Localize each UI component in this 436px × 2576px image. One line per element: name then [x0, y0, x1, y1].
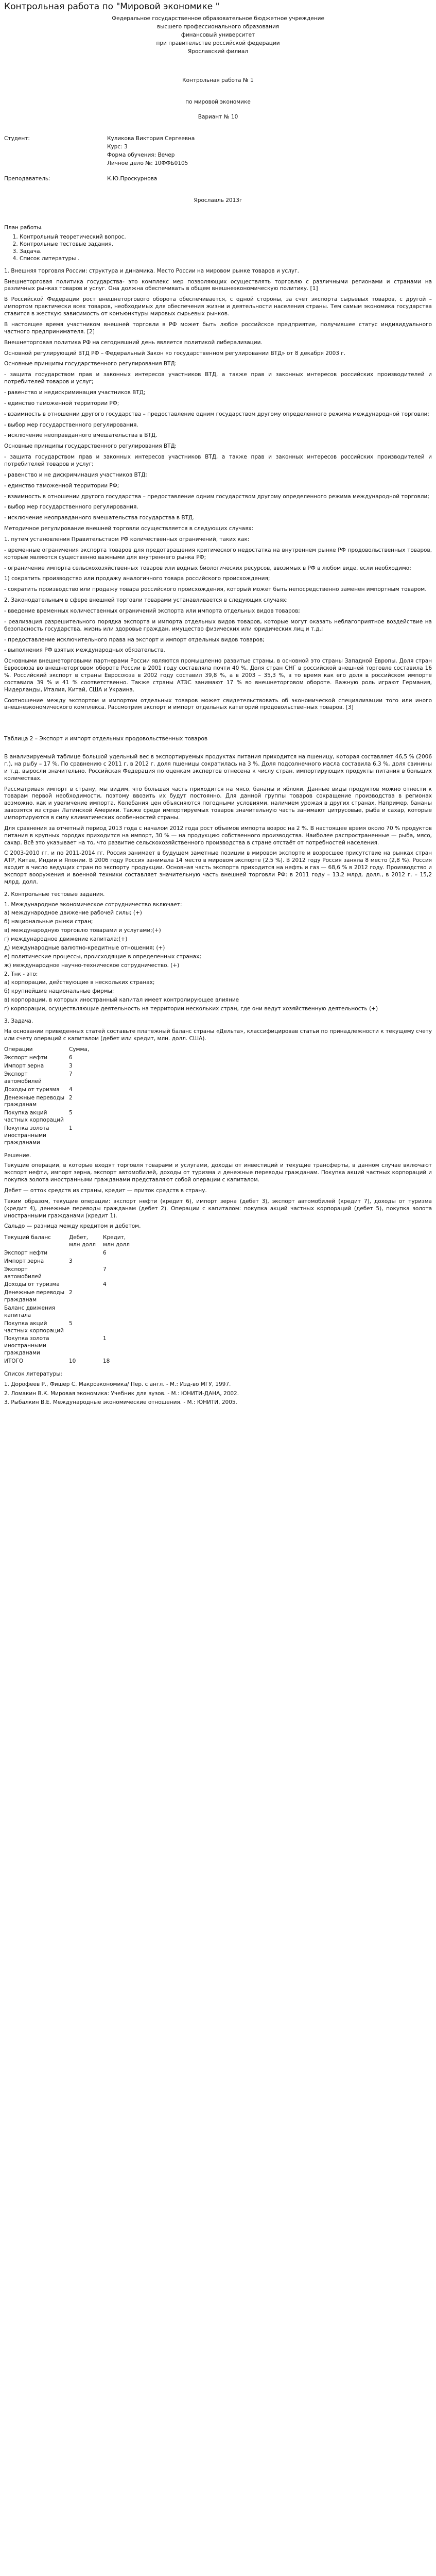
- question-1-body: [4, 279, 432, 712]
- test-line: д) международные валютно-кредитные отношения; (+): [4, 944, 165, 951]
- header-line: Ярославский филиал: [187, 48, 249, 55]
- table-row: [4, 1304, 137, 1320]
- student-course: Курс: 3: [107, 144, 128, 150]
- paragraph: - выбор мер государственного регулирования.: [4, 421, 138, 428]
- city-year: Ярославль 2013г: [194, 197, 242, 204]
- table-cell: Денежные переводы гражданам: [4, 1094, 65, 1108]
- question-3-title: 3. Задача.: [4, 1018, 33, 1024]
- paragraph: Основные принципы государственного регулирования ВТД:: [4, 443, 177, 450]
- paragraph: Внешнеторговая политика РФ на сегодняшний день является политикой либерализации.: [4, 339, 263, 346]
- table-cell: 4: [69, 1086, 73, 1093]
- work-subject: по мировой экономике: [185, 98, 251, 105]
- test-line: а) международное движение рабочей силы; (+): [4, 910, 142, 917]
- paragraph: Основные принципы государственного регулирования ВТД:: [4, 361, 177, 367]
- table-cell: ИТОГО: [4, 1358, 24, 1365]
- table-cell: [103, 1304, 137, 1320]
- test-line: в) корпорации, в которых иностранный капитал имеет контролирующее влияние: [4, 997, 239, 1004]
- table-header-cell: Дебет, млн долл: [69, 1234, 96, 1248]
- table-cell: 10: [69, 1358, 76, 1365]
- paragraph: - исключение неоправданного вмешательства государства в ВТД.: [4, 515, 195, 521]
- header-block: [4, 15, 432, 55]
- table-header-row: [4, 1046, 137, 1054]
- table-cell: Покупка золота иностранными гражданами: [4, 1335, 49, 1357]
- table-cell: 6: [103, 1250, 107, 1256]
- paragraph: Основными внешнеторговыми партнерами России являются промышленно развитые страны, в основной это страны Западной Европы. Доля стран Евросоюза во внешнеторговом обороте России в 2001 году составляла почти 40 %. Доля стран СНГ в российской внешней торговле составила 16 %. Российский экспорт в страны Евросоюза в 2002 году составил 39,8 %, а в 2003 – 35,3 %, в то время как его доля в российском импорте составила 39 % и 41 % соответственно. Также страны АТЭС занимают 17 % во внешнеторговом обороте. Важную роль играют Германия, Нидерланды, Италия, Китай, США и Украина.: [4, 658, 432, 693]
- operations-table: [4, 1046, 137, 1147]
- balance-table: [4, 1234, 137, 1366]
- table-cell: [69, 1335, 103, 1358]
- paragraph: - выбор мер государственного регулирования.: [4, 504, 138, 511]
- table-row: [4, 1281, 137, 1289]
- table-cell: 6: [69, 1055, 73, 1061]
- paragraph: - временные ограничения экспорта товаров для предотвращения критического недостатка на внутреннем рынке РФ продовольственных товаров, которые являются существенно важными для внутреннего рынка РФ;: [4, 547, 432, 561]
- table-row: [4, 1071, 137, 1086]
- test-line: 1. Международное экономическое сотрудничество включает:: [4, 901, 182, 908]
- plan-title: План работы.: [4, 225, 43, 231]
- table-row: [4, 1125, 137, 1147]
- paragraph: - взаимность в отношении другого государства – предоставление одним государством другому определенного режима международной торговли;: [4, 493, 429, 500]
- table-cell: Импорт зерна: [4, 1258, 44, 1264]
- test-line: а) корпорации, действующие в нескольких странах;: [4, 979, 155, 986]
- table-row: [4, 1335, 137, 1358]
- table-row: [4, 1094, 137, 1110]
- paragraph: - ограничение импорта сельскохозяйственных товаров или водных биологических ресурсов, ввозимых в РФ в любом виде, если необходимо:: [4, 565, 411, 571]
- table-cell: [103, 1086, 137, 1094]
- table-row: [4, 1358, 137, 1366]
- paragraph: 1) сократить производство или продажу аналогичного товара российского происхождения;: [4, 575, 270, 582]
- plan-item: 2. Контрольные тестовые задания.: [20, 241, 432, 248]
- table-cell: 7: [103, 1266, 107, 1273]
- paragraph: Для сравнения за отчетный период 2013 года с началом 2012 года рост объемов импорта возрос на 2 %. В настоящее время около 70 % продуктов питания в крупных городах приходится на импорт, 30 % — на продукцию собственного производства. Наиболее распространенные — рыба, мясо, сахар. Всё это указывает на то, что развитие сельскохозяйственного производства в стране отстаёт от потребностей населения.: [4, 825, 432, 846]
- test-line: б) крупнейшие национальные фирмы;: [4, 988, 114, 995]
- solution-title: Решение.: [4, 1152, 31, 1159]
- paragraph: Текущие операции, в которые входят торговля товарами и услугами, доходы от инвестиций и текущие трансферты, в данном случае включают экспорт нефти, импорт зерна, экспорт автомобилей, доходы от туризма и денежные переводы гражданам. Покупка акций частных корпораций и покупка золота иностранными гражданами представляют собой операции с капиталом.: [4, 1162, 432, 1183]
- table-cell: 5: [69, 1320, 73, 1327]
- document-title: Контрольная работа по "Мировой экономике ": [4, 2, 220, 12]
- table-cell: 18: [103, 1358, 110, 1365]
- header-line: при правительстве российской федерации: [156, 40, 280, 47]
- question-1-title: 1. Внешняя торговля России: структура и динамика. Место России на мировом рынке товаров и услуг.: [4, 267, 299, 274]
- table-cell: [103, 1054, 137, 1062]
- table-cell: 3: [69, 1258, 73, 1264]
- literature-title: Список литературы:: [4, 1370, 62, 1377]
- analysis-body: [4, 754, 432, 886]
- table-cell: [69, 1281, 103, 1289]
- paragraph: Методичное регулирование внешней торговли осуществляется в следующих случаях:: [4, 526, 254, 532]
- test-line: е) политические процессы, происходящие в определенных странах;: [4, 953, 201, 960]
- student-info: [4, 135, 432, 167]
- table-header-cell: Текущий баланс: [4, 1234, 51, 1241]
- paragraph: - предоставление исключительного права на экспорт и импорт отдельных видов товаров;: [4, 636, 265, 643]
- table-header-cell: Операции: [4, 1046, 33, 1053]
- table-row: [4, 1266, 137, 1281]
- table-cell: Баланс движения капитала: [4, 1305, 55, 1318]
- table-row: [4, 1062, 137, 1071]
- test-line: б) национальные рынки стран;: [4, 919, 93, 925]
- table-cell: Экспорт нефти: [4, 1055, 48, 1061]
- table-cell: [69, 1249, 103, 1258]
- solution-body: [4, 1162, 432, 1230]
- table-cell: Доходы от туризма: [4, 1086, 60, 1093]
- test-line: г) корпорации, осуществляющие деятельность на территории нескольких стран, где они ведут хозяйственную деятельность (+): [4, 1005, 378, 1012]
- work-title-block: [4, 77, 432, 122]
- table-cell: 3: [69, 1063, 73, 1070]
- teacher-label: Преподаватель:: [4, 175, 50, 182]
- plan-item: 3. Задача.: [20, 248, 432, 256]
- table-cell: [103, 1062, 137, 1071]
- table-cell: Экспорт автомобилей: [4, 1071, 42, 1084]
- table-cell: [69, 1304, 103, 1320]
- paragraph: - единство таможенной территории РФ;: [4, 482, 119, 489]
- paragraph: Рассматривая импорт в страну, мы видим, что большая часть приходится на мясо, бананы и яблоки. Данные виды продуктов можно отнести к товарам первой необходимости, поэтому ввозить их будут постоянно. Для данной группы товаров сокращение производства в регионах возможно, как и увеличение импорта. Колебания цен объясняются погодными условиями, наличием урожая в других странах. Например, бананы завозятся из стран Латинской Америки. Также среди импортируемых товаров значительную часть занимают цитрусовые, рыба и сахар, которые импортируются в силу климатических особенностей страны.: [4, 786, 432, 821]
- table-row: [4, 1289, 137, 1304]
- table-cell: [103, 1109, 137, 1125]
- paragraph: Таким образом, текущие операции: экспорт нефти (кредит 6), импорт зерна (дебет 3), экспорт автомобилей (кредит 7), доходы от туризма (кредит 4), денежные переводы гражданам (дебет 2). Операции с капиталом: покупка акций частных корпораций (дебет 5), покупка золота иностранными гражданами (кредит 1).: [4, 1198, 432, 1219]
- paragraph: - равенство и недискриминация участников ВТД;: [4, 389, 146, 396]
- paragraph: 2. Законодательным в сфере внешней торговли товарами устанавливается в следующих случаях:: [4, 597, 288, 604]
- plan-item: 4. Список литературы .: [20, 256, 432, 263]
- student-label: Студент:: [4, 135, 30, 142]
- table-cell: Покупка акций частных корпораций: [4, 1320, 64, 1334]
- table-cell: 1: [69, 1125, 73, 1131]
- paragraph: С 2003-2010 гг. и по 2011-2014 гг. Россия занимает в будущем заметные позиции в мировом экспорте и возросшее присутствие на рынках стран АТР, Китае, Индии и Японии. В 2006 году Россия занимала 14 место в мировом экспорте (2,5 %). В 2012 году Россия заняла 8 место (2,8 %). Россия входит в число ведущих стран по экспорту продукции. Основная часть экспорта приходится на нефть и газ — 68,6 % в 2012 году. Производство и экспорт вооружения и военной техники составляет значительную часть внешней торговли РФ: в 2011 году – 13,2 млрд. долл., в 2012 г. – 15,2 млрд. долл.: [4, 850, 432, 885]
- table-cell: 2: [69, 1094, 73, 1101]
- test-line: в) международную торговлю товарами и услугами;(+): [4, 927, 161, 934]
- paragraph: - равенство и не дискриминация участников ВТД;: [4, 471, 147, 478]
- paragraph: Дебет — отток средств из страны, кредит — приток средств в страну.: [4, 1187, 207, 1194]
- table-cell: [103, 1094, 137, 1110]
- paragraph: В анализируемый таблице большой удельный вес в экспортируемых продуктах питания приходится на пшеницу, которая составляет 46,5 % (2006 г.), на рыбу – 17 %. По сравнению с 2011 г. в 2012 г. доля пшеницы сократилась на 3 %. Доля подсолнечного масла составила 6,3 %, доля свинины и т.д. выросли значительно. Российская Федерация по оценкам экспертов отнесена к числу стран, импортирующих продукты питания в больших количествах.: [4, 754, 432, 782]
- paragraph: Сальдо — разница между кредитом и дебетом.: [4, 1223, 141, 1230]
- question-2-body: [4, 902, 432, 1013]
- table-row: [4, 1054, 137, 1062]
- table-row: [4, 1109, 137, 1125]
- header-line: Федеральное государственное образовательное бюджетное учреждение: [112, 15, 324, 22]
- test-line: г) международное движение капитала;(+): [4, 936, 128, 943]
- test-line: ж) международное научно-техническое сотрудничество. (+): [4, 962, 180, 969]
- table-header-cell: Сумма,: [69, 1046, 90, 1053]
- table-cell: Покупка акций частных корпораций: [4, 1110, 64, 1124]
- teacher-name: К.Ю.Проскурнова: [107, 175, 158, 182]
- table-caption: Таблица 2 – Экспорт и импорт отдельных продовольственных товаров: [4, 736, 208, 742]
- plan-list: [20, 234, 432, 262]
- table-cell: [103, 1258, 137, 1266]
- table-row: [4, 1249, 137, 1258]
- literature-item: 1. Дорофеев Р., Фишер С. Макроэкономика/ Пер. с англ. - М.: Изд-во МГУ, 1997.: [4, 1381, 231, 1387]
- table-cell: Экспорт автомобилей: [4, 1266, 42, 1280]
- paragraph: - взаимность в отношении другого государства – предоставление одним государством другому определенного режима международной торговли;: [4, 411, 429, 417]
- question-2-title: 2. Контрольные тестовые задания.: [4, 891, 105, 897]
- student-name: Куликова Виктория Сергеевна: [107, 135, 195, 142]
- paragraph: 1. путем установления Правительством РФ количественных ограничений, таких как:: [4, 536, 250, 543]
- literature-item: 3. Рыбалкин В.Е. Международные экономические отношения. - М.: ЮНИТИ, 2005.: [4, 1399, 237, 1406]
- paragraph: - реализация разрешительного порядка экспорта и импорта отдельных видов товаров, которые могут оказать неблагоприятное воздействие на безопасность государства, жизнь или здоровье граждан, имущество физических или юридических лиц и т.д.;: [4, 618, 432, 632]
- literature-item: 2. Ломакин В.К. Мировая экономика: Учебник для вузов. - М.: ЮНИТИ-ДАНА, 2002.: [4, 1390, 239, 1397]
- table-cell: [69, 1266, 103, 1281]
- paragraph: Основной регулирующий ВТД РФ – Федеральный Закон «о государственном регулировании ВТД» от 8 декабря 2003 г.: [4, 350, 346, 357]
- paragraph: - защита государством прав и законных интересов участников ВТД, а также прав и законных интересов российских производителей и потребителей товаров и услуг;: [4, 454, 432, 467]
- paragraph: - введение временных количественных ограничений экспорта или импорта отдельных видов товаров;: [4, 607, 300, 614]
- table-row: [4, 1320, 137, 1335]
- table-cell: 7: [69, 1071, 73, 1077]
- table-cell: 1: [103, 1335, 107, 1342]
- work-title: Контрольная работа № 1: [182, 77, 254, 83]
- plan-item: 1. Контрольный теоретический вопрос.: [20, 234, 432, 241]
- paragraph: - защита государством прав и законных интересов участников ВТД, а также прав и законных интересов российских производителей и потребителей товаров и услуг;: [4, 371, 432, 385]
- table-cell: Экспорт нефти: [4, 1250, 48, 1256]
- table-row: [4, 1258, 137, 1266]
- plan-section: [4, 225, 432, 262]
- table-cell: Денежные переводы гражданам: [4, 1290, 65, 1303]
- paragraph: В Российской Федерации рост внешнеторгового оборота обеспечивается, с одной стороны, за счет экспорта сырьевых товаров, с другой – импортом практически всех товаров, необходимых для обеспечения жизни и деятельности населения страны. Тем самым экономика государства ставится в жесткую зависимость от конъюнктуры мировых сырьевых рынков.: [4, 296, 432, 317]
- literature-list: [4, 1381, 432, 1407]
- paragraph: - выполнения РФ взятых международных обязательств.: [4, 647, 165, 654]
- work-variant: Вариант № 10: [198, 114, 238, 121]
- table-cell: [103, 1320, 137, 1335]
- task-text: На основании приведенных статей составьте платежный баланс страны «Дельта», классифицировав статьи по принадлежности к текущему счету или счету операций с капиталом (дебет или кредит, млн. долл. США).: [4, 1028, 432, 1042]
- table-header-row: [4, 1234, 137, 1249]
- paragraph: В настоящее время участником внешней торговли в РФ может быть любое российское предприятие, получившее статус индивидуального частного предпринимателя. [2]: [4, 321, 432, 335]
- header-line: финансовый университет: [181, 32, 255, 39]
- table-row: [4, 1086, 137, 1094]
- table-cell: 5: [69, 1110, 73, 1116]
- table-cell: 2: [69, 1290, 73, 1296]
- test-line: 2. Тнк - это:: [4, 971, 38, 977]
- paragraph: - исключение неоправданного вмешательства в ВТД.: [4, 432, 158, 439]
- table-header-cell: [103, 1046, 137, 1054]
- teacher-info: [4, 176, 432, 183]
- paragraph: - сократить производство или продажу товара российского происхождения, который может быть непосредственно заменен импортным товаром.: [4, 586, 427, 593]
- table-cell: [103, 1289, 137, 1304]
- paragraph: - единство таможенной территории РФ;: [4, 400, 119, 406]
- table-cell: Доходы от туризма: [4, 1281, 60, 1288]
- table-cell: [103, 1125, 137, 1147]
- table-cell: Импорт зерна: [4, 1063, 44, 1070]
- table-header-cell: Кредит, млн долл: [103, 1234, 130, 1248]
- paragraph: Внешнеторговая политика государства- это комплекс мер позволяющих осуществлять торговлю с различными регионами и странами на различных рынках товаров и услуг. Она должна обеспечивать в общем внешнеэкономическую политику. [1]: [4, 278, 432, 292]
- student-study-form: Форма обучения: Вечер: [107, 152, 175, 159]
- header-line: высшего профессионального образования: [156, 24, 280, 30]
- paragraph: Соотношение между экспортом и импортом отдельных товаров может свидетельствовать об экономической специализации того или иного внешнеэкономического комплекса. Рассмотрим экспорт и импорт отдельных категорий продовольственных товаров. [3]: [4, 697, 432, 711]
- table-cell: Покупка золота иностранными гражданами: [4, 1125, 49, 1146]
- table-cell: 4: [103, 1281, 107, 1288]
- student-record-number: Личное дело №: 10ФФБ0105: [107, 160, 188, 166]
- table-cell: [103, 1071, 137, 1086]
